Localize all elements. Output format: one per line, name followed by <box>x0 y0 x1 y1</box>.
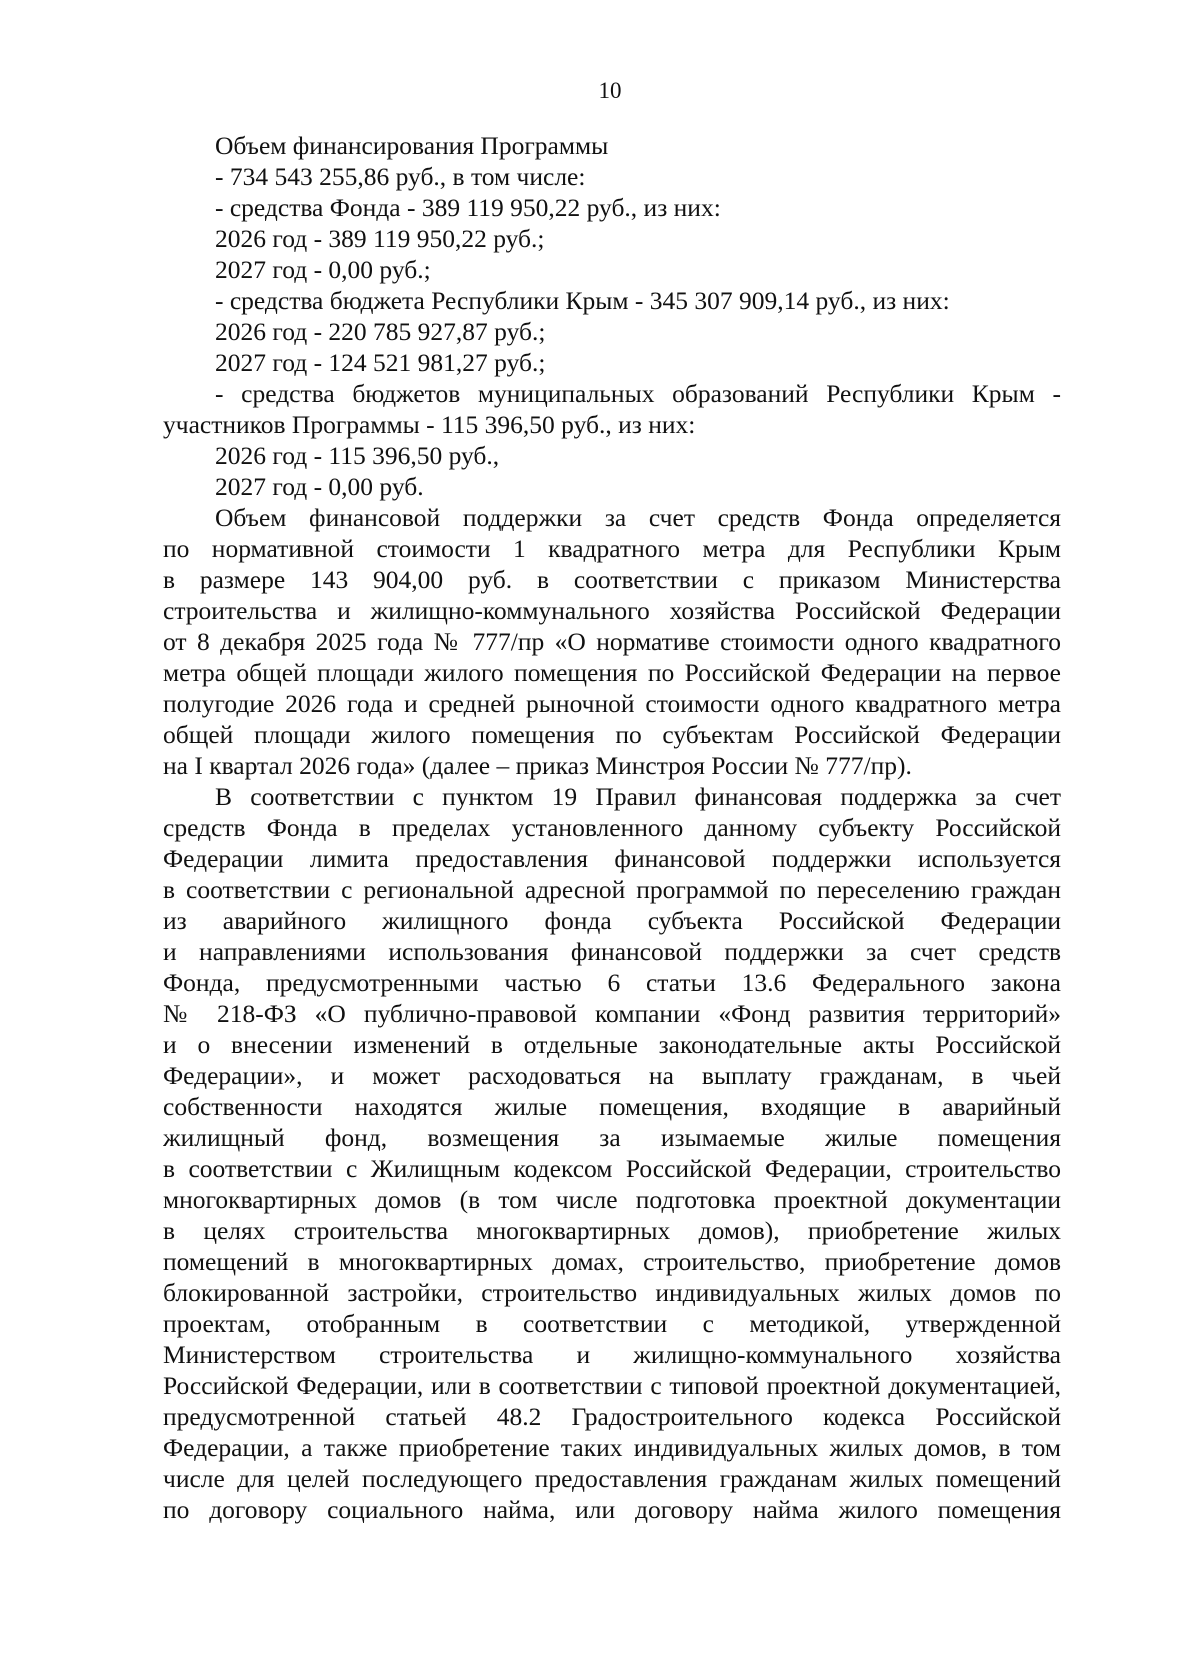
text-line: Российской Федерации, или в соответствии с типовой проектной документацией, <box>163 1371 1061 1400</box>
text-line: Федерации», и может расходоваться на выплату гражданам, в чьей <box>163 1061 1061 1090</box>
text-line: 2026 год - 389 119 950,22 руб.; <box>215 224 545 253</box>
text-line: Фонда, предусмотренными частью 6 статьи 13.6 Федерального закона <box>163 968 1061 997</box>
text-line: в целях строительства многоквартирных домов), приобретение жилых <box>163 1216 1061 1245</box>
document-body <box>163 130 1061 1525</box>
text-line: Объем финансовой поддержки за счет средств Фонда определяется <box>215 503 1061 532</box>
text-line: Объем финансирования Программы <box>215 131 609 160</box>
text-line: - средства бюджетов муниципальных образований Республики Крым - <box>215 379 1061 408</box>
text-line: и направлениями использования финансовой поддержки за счет средств <box>163 937 1061 966</box>
text-line: метра общей площади жилого помещения по Российской Федерации на первое <box>163 658 1061 687</box>
text-line: и о внесении изменений в отдельные законодательные акты Российской <box>163 1030 1061 1059</box>
text-line: в соответствии с региональной адресной программой по переселению граждан <box>163 875 1061 904</box>
text-line: на I квартал 2026 года» (далее – приказ Минстроя России № 777/пр). <box>163 751 912 780</box>
text-line: участников Программы - 115 396,50 руб., из них: <box>163 410 696 439</box>
text-line: - 734 543 255,86 руб., в том числе: <box>215 162 586 191</box>
text-line: 2026 год - 115 396,50 руб., <box>215 441 500 470</box>
text-line: по нормативной стоимости 1 квадратного метра для Республики Крым <box>163 534 1061 563</box>
text-line: 2027 год - 124 521 981,27 руб.; <box>215 348 546 377</box>
text-line: жилищный фонд, возмещения за изымаемые жилые помещения <box>163 1123 1061 1152</box>
text-line: 2027 год - 0,00 руб. <box>215 472 424 501</box>
text-line: проектам, отобранным в соответствии с методикой, утвержденной <box>163 1309 1061 1338</box>
text-line: многоквартирных домов (в том числе подготовка проектной документации <box>163 1185 1061 1214</box>
text-line: общей площади жилого помещения по субъектам Российской Федерации <box>163 720 1061 749</box>
text-line: помещений в многоквартирных домах, строительство, приобретение домов <box>163 1247 1061 1276</box>
text-line: в размере 143 904,00 руб. в соответствии с приказом Министерства <box>163 565 1061 594</box>
text-line: предусмотренной статьей 48.2 Градостроительного кодекса Российской <box>163 1402 1061 1431</box>
text-line: - средства Фонда - 389 119 950,22 руб., из них: <box>215 193 721 222</box>
text-line: В соответствии с пунктом 19 Правил финансовая поддержка за счет <box>215 782 1061 811</box>
text-line: № 218-ФЗ «О публично-правовой компании «Фонд развития территорий» <box>163 999 1061 1028</box>
text-line: 2026 год - 220 785 927,87 руб.; <box>215 317 546 346</box>
page-number: 10 <box>598 78 622 103</box>
text-line: от 8 декабря 2025 года № 777/пр «О нормативе стоимости одного квадратного <box>163 627 1061 656</box>
text-line: Министерством строительства и жилищно-коммунального хозяйства <box>163 1340 1061 1369</box>
text-line: из аварийного жилищного фонда субъекта Российской Федерации <box>163 906 1061 935</box>
text-line: Федерации лимита предоставления финансовой поддержки используется <box>163 844 1061 873</box>
text-line: - средства бюджета Республики Крым - 345 307 909,14 руб., из них: <box>215 286 950 315</box>
text-line: Федерации, а также приобретение таких индивидуальных жилых домов, в том <box>163 1433 1061 1462</box>
text-line: в соответствии с Жилищным кодексом Российской Федерации, строительство <box>163 1154 1061 1183</box>
text-line: блокированной застройки, строительство индивидуальных жилых домов по <box>163 1278 1061 1307</box>
text-line: средств Фонда в пределах установленного данному субъекту Российской <box>163 813 1061 842</box>
text-line: полугодие 2026 года и средней рыночной стоимости одного квадратного метра <box>163 689 1061 718</box>
text-line: числе для целей последующего предоставления гражданам жилых помещений <box>163 1464 1061 1493</box>
text-line: собственности находятся жилые помещения, входящие в аварийный <box>163 1092 1061 1121</box>
text-line: строительства и жилищно-коммунального хозяйства Российской Федерации <box>163 596 1061 625</box>
text-line: 2027 год - 0,00 руб.; <box>215 255 431 284</box>
text-line: по договору социального найма, или договору найма жилого помещения <box>163 1495 1061 1524</box>
